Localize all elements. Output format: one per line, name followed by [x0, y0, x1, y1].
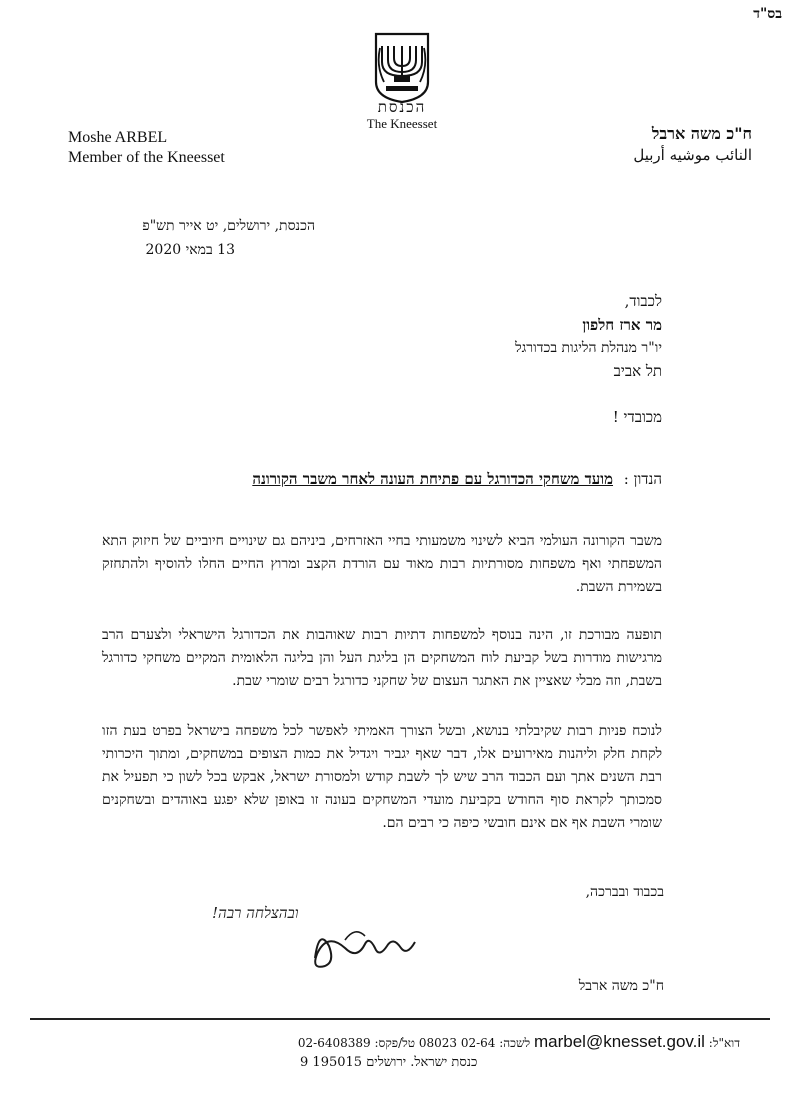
handwritten-note: ובהצלחה רבה!	[212, 904, 299, 922]
bsd-header: בס"ד	[753, 6, 782, 22]
sender-name-en: Moshe ARBEL	[68, 129, 168, 146]
body-paragraph-1: משבר הקורונה העולמי הביא לשינוי משמעותי בחיי האזרחים, ביניהם גם שינויים חיוביים של חיזוק התא המשפחתי ואף משפחות מסורתיות רבות מאוד עם הורדת הקצב ומרוץ החיים החלו להוסיף ולהתחזק בשמירת השבת.	[102, 533, 662, 595]
subject-line	[252, 470, 662, 489]
knesset-english-title: The Kneesset	[366, 116, 438, 131]
closing-text: בכבוד ובברכה,	[585, 884, 664, 900]
date-hebrew: הכנסת, ירושלים, יט אייר תש"פ	[142, 218, 315, 234]
menorah-emblem-icon	[372, 32, 432, 104]
body-paragraph-3: לנוכח פניות רבות שקיבלתי בנושא, ובשל הצורך האמיתי לאפשר לכל משפחה בישראל בפרט בעת הזו לקחת חלק וליהנות מאירועים אלו, דבר שאף יגביר ויגדיל את כמות הצופים במשחקים, ומתוך היכרותי רבת השנים אתך ועם הכבוד הרב שיש לך לשבת קודש ולמסורת ישראל, אבקש בכל לשון כי תפעיל את סמכותך לקראת סוף החודש בקביעת מועדי המשחקים בעונה זו באופן שלא יפגע באוהדים ובשחקנים שומרי השבת אף אם אינם חובשי כיפה כי רבים הם.	[102, 723, 662, 831]
footer-divider	[30, 1018, 770, 1020]
greeting: מכובדי !	[612, 408, 662, 426]
knesset-hebrew-title: הכנסת	[377, 98, 427, 116]
sender-name-he: ח"כ משה ארבל	[651, 124, 752, 143]
sender-name-ar: النائب موشيه أربيل	[633, 146, 752, 164]
date-gregorian: 13 במאי 2020	[145, 242, 235, 258]
recipient-label: לכבוד,	[624, 292, 662, 310]
recipient-title: יו"ר מנהלת הליגות בכדורגל	[515, 340, 662, 356]
email-link[interactable]: marbel@knesset.gov.il	[533, 1032, 705, 1051]
handwritten-signature-icon	[305, 918, 425, 978]
tel-fax: טל/פקס: 02-6408389	[297, 1036, 415, 1050]
office-phone: לשכה: 02-64 08023	[418, 1036, 531, 1050]
sender-title-en: Member of the Kneesset	[68, 149, 225, 166]
sender-english	[68, 128, 225, 168]
email-label: דוא"ל:	[708, 1036, 740, 1050]
recipient-city: תל אביב	[613, 362, 662, 380]
subject-text: מועד משחקי הכדורגל עם פתיחת העונה לאחר משבר הקורונה	[252, 470, 614, 488]
signature-name: ח"כ משה ארבל	[578, 978, 664, 994]
subject-label: הנדון :	[623, 470, 662, 488]
footer-address: כנסת ישראל. ירושלים 195015 9	[300, 1055, 478, 1070]
recipient-name: מר ארז חלפון	[582, 316, 662, 334]
body-paragraph-2: תופעה מבורכת זו, הינה בנוסף למשפחות דתיות רבות שאוהבות את הכדורגל הישראלי ולצערם הרב מרגישות מודרות בשל קביעת לוח המשחקים הן בליגת העל והן בליגה הלאומית המקיים משחקי כדורגל בשבת, וזה מבלי שאציין את האתגר העצום של שחקני כדורגל רבים שומרי שבת.	[102, 627, 662, 689]
footer-contact	[170, 1032, 740, 1052]
